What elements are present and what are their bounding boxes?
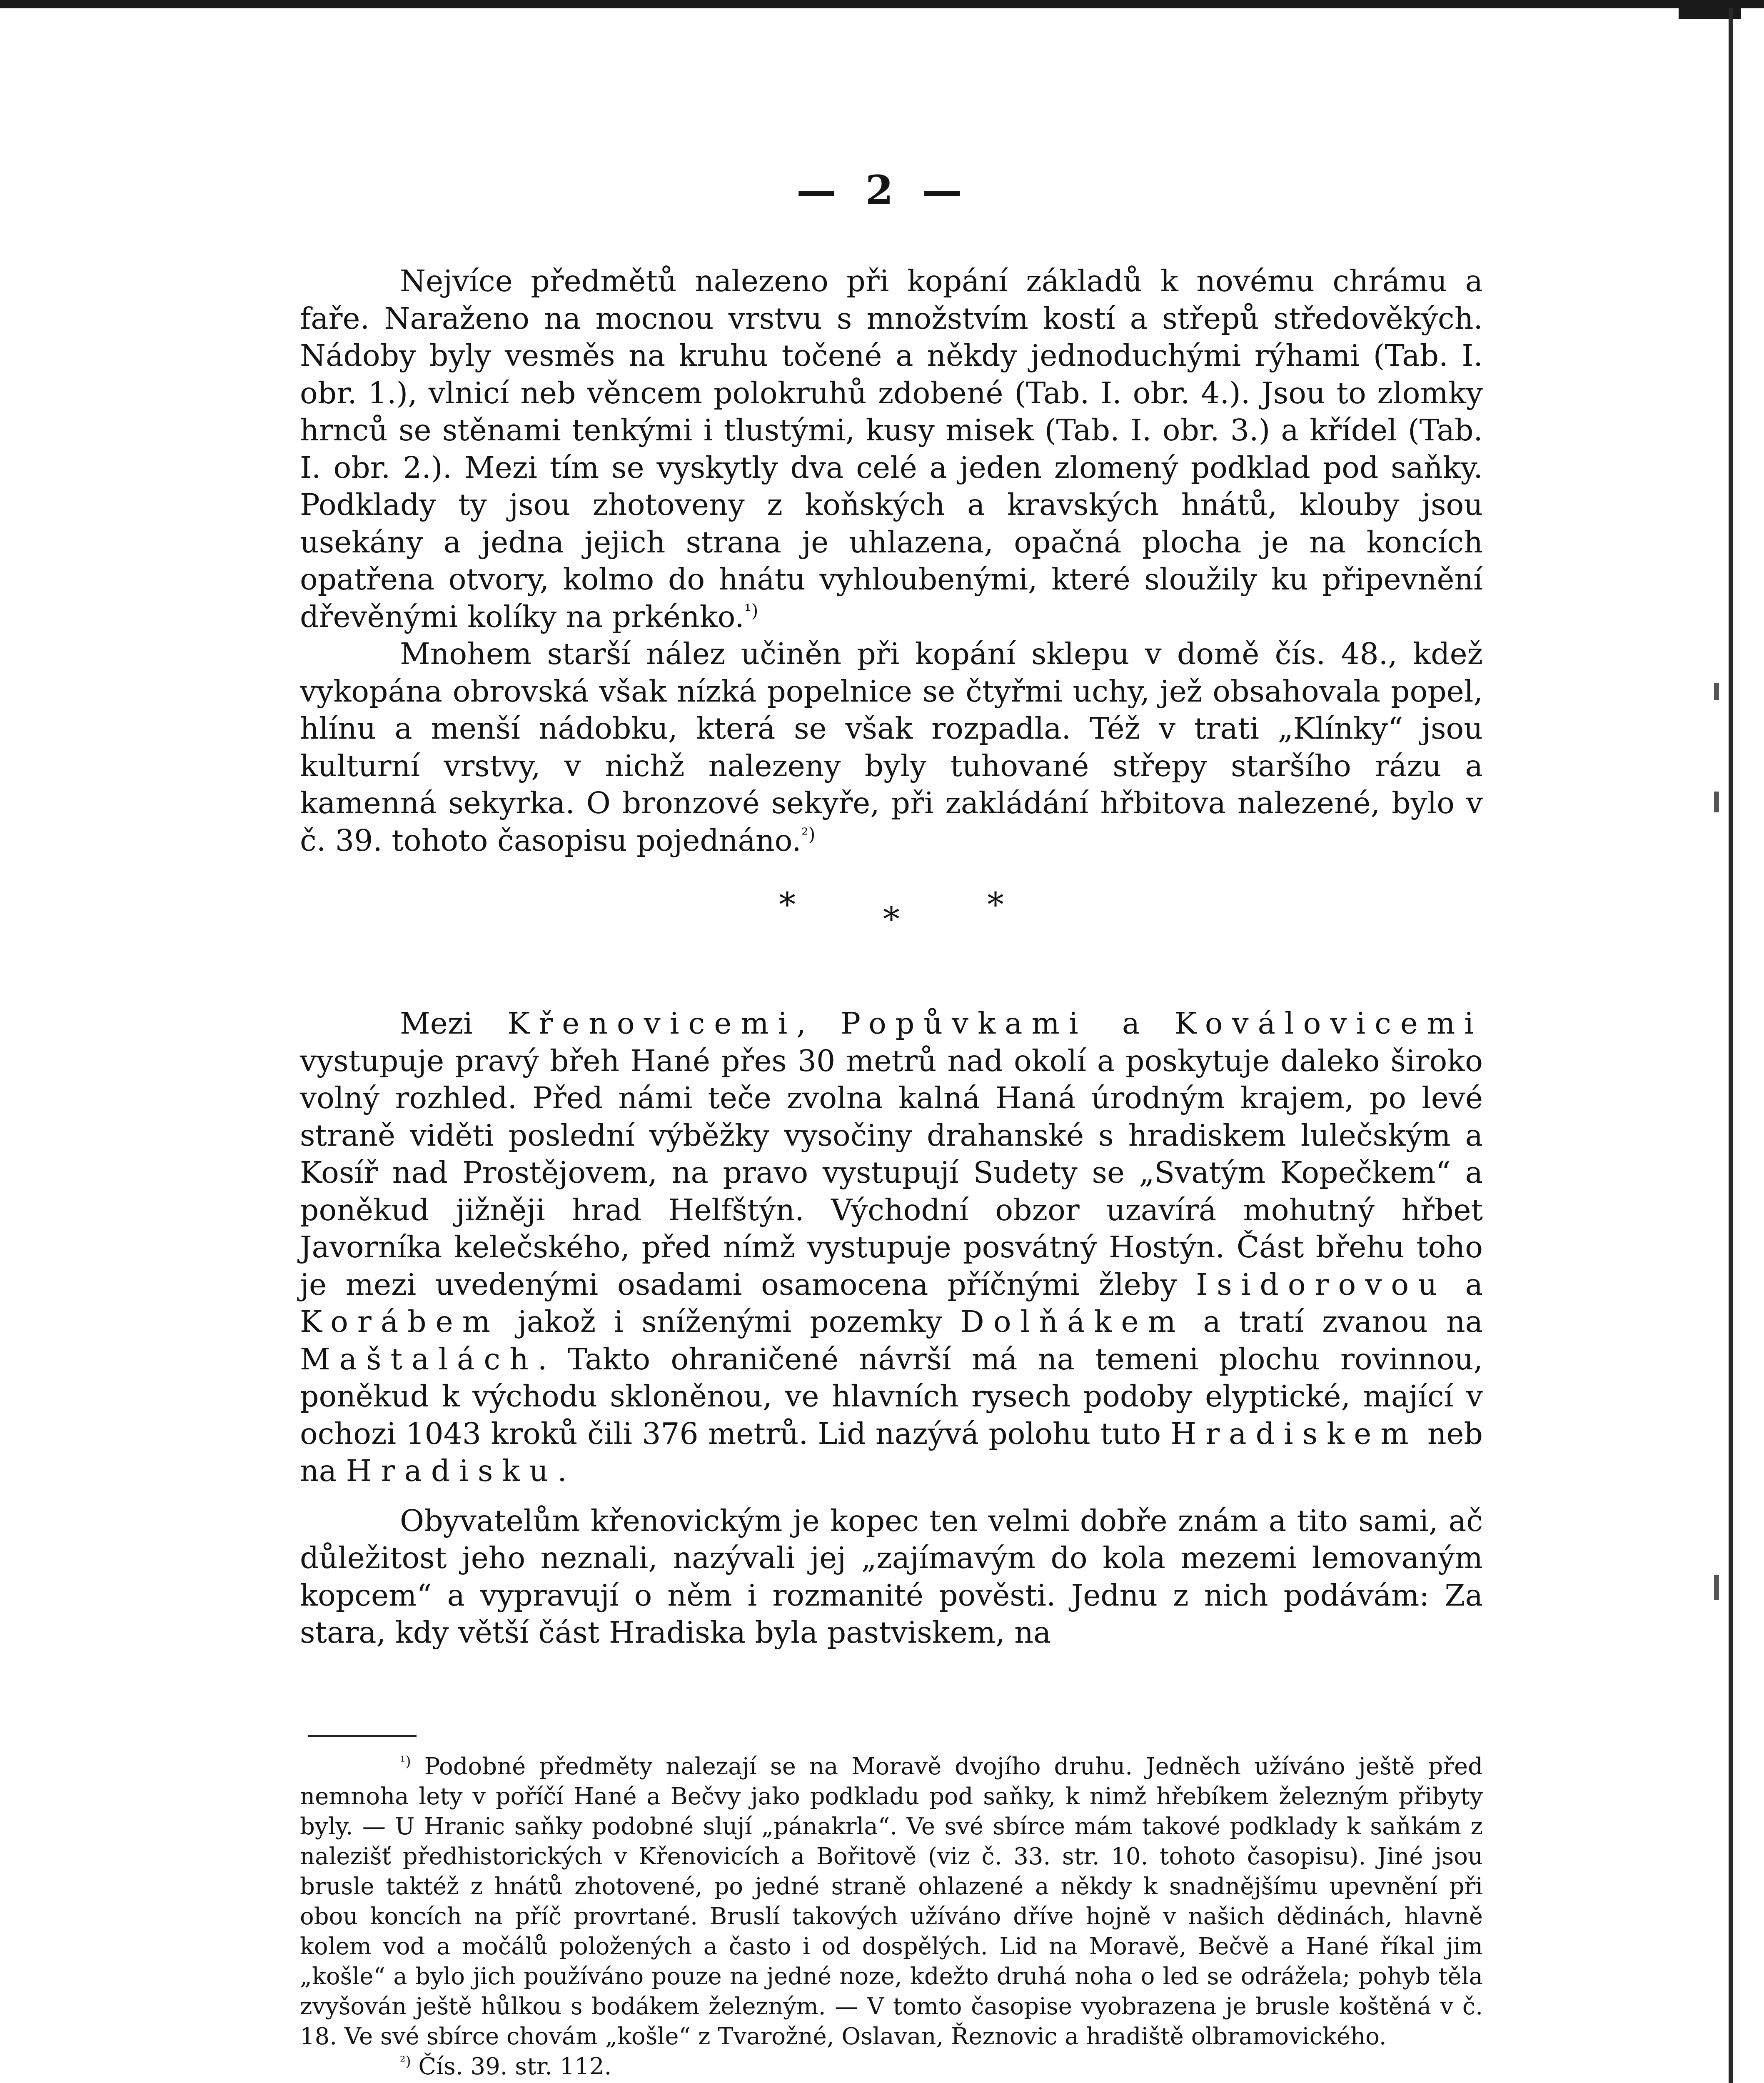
asterisk: * [883,900,900,939]
footnote-ref: ¹) [744,600,758,621]
section-separator [300,876,1483,947]
footnote-mark: ²) [400,2053,411,2070]
main-text [300,262,1483,1651]
scan-speck [1714,1575,1719,1600]
footnote-text: Podobné předměty nalezají se na Moravě dvojího druhu. Jedněch užíváno ještě před nemnoha lety v poříčí Hané a Bečvy jako podkladu pod saňky, k nimž hřebíkem železným přibyty byly. — U Hranic saňky podobné slují „pánakrla“. Ve své sbírce mám takové podklady k saňkám z nalezišť předhistorických v Křenovicích a Bořitově (viz č. 33. str. 10. tohoto časopisu). Jiné jsou brusle taktéž z hnátů zhotovené, po jedné straně ohlazené a někdy k snadnějšímu upevnění při obou koncích na příč provrtané. Bruslí takových užíváno dříve hojně v našich dědinách, hlavně kolem vod a močálů položených a často i od dospělých. Lid na Moravě, Bečvě a Hané říkal jim „košle“ a bylo jich používáno pouze na jedné noze, kdežto druhá noha o led se odrážela; pohyb těla zvyšován ještě hůlkou s bodákem železným. — V tomto časopise vyobrazena je brusle koštěná v č. 18. Ve své sbírce chovám „košle“ z Tvarožné, Oslavan, Řeznovic a hradiště olbramovického. [300,1753,1483,2050]
text-run: a [1087,1006,1175,1041]
footnote [300,2052,1483,2082]
place-name: Maštalách [300,1341,538,1376]
page-number: — 2 — [796,167,970,214]
paragraph-text: Nejvíce předmětů nalezeno při kopání základů k novému chrámu a faře. Naraženo na mocnou vrstvu s množstvím kostí a střepů středověkých. Nádoby byly vesměs na kruhu točené a někdy jednoduchými rýhami (Tab. I. obr. 1.), vlnicí neb věncem polokruhů zdobené (Tab. I. obr. 4.). Jsou to zlomky hrnců se stěnami tenkými i tlustými, kusy misek (Tab. I. obr. 3.) a křídel (Tab. I. obr. 2.). Mezi tím se vyskytly dva celé a jeden zlomený podklad pod saňky. Podklady ty jsou zhotoveny z koňských a kravských hnátů, klouby jsou usekány a jedna jejich strana je uhlazena, opačná plocha je na koncích opatřena otvory, kolmo do hnátu vyhloubenými, které sloužily ku připevnění dřevěnými kolíky na prkénko. [300,264,1483,634]
place-name: Isidorovou [1196,1267,1446,1302]
scan-speck [1714,792,1719,812]
scan-speck [1714,683,1719,700]
footnote-mark: ¹) [400,1753,411,1770]
footnote-divider [308,1735,417,1737]
text-run: . [557,1454,567,1488]
place-name: Popůvkami [841,1006,1088,1041]
place-name: Koválovicemi [1174,1006,1483,1041]
scan-top-edge [0,0,1764,8]
asterisk: * [779,885,796,924]
footnote-ref: ²) [801,824,816,845]
scan-right-edge [1729,8,1733,2083]
place-name: Hradiskem [1170,1416,1418,1451]
text-run: , [796,1006,841,1041]
text-run: Mezi [400,1006,508,1041]
place-name: Křenovicemi [507,1006,797,1041]
footnote-text: Čís. 39. str. 112. [418,2053,612,2080]
text-run: vystupuje pravý břeh Hané přes 30 metrů nad okolí a poskytuje daleko široko volný rozhled. Před námi teče zvolna kalná Haná úrodným krajem, po levé straně viděti poslední výběžky vysočiny drahanské s hradiskem lulečským a Kosíř nad Prostějovem, na pravo vystupují Sudety se „Svatým Kopečkem“ a poněkud jižněji hrad Helfštýn. Východní obzor uzavírá mohutný hřbet Javorníka kelečského, před nímž vystupuje posvátný Hostýn. Část břehu toho je mezi uvedenými osadami osamocena příčnými žleby [300,1043,1483,1302]
place-name: Hradisku [346,1454,558,1488]
text-run: neb na [300,1416,1483,1488]
paragraph [300,635,1483,859]
footnote [300,1752,1483,2052]
text-run: jakož i sníženými pozemky [499,1304,961,1339]
paragraph [300,262,1483,635]
paragraph-text: Mnohem starší nález učiněn při kopání sklepu v domě čís. 48., kdež vykopána obrovská však nízká popelnice se čtyřmi uchy, jež obsahovala popel, hlínu a menší nádobku, která se však rozpadla. Též v trati „Klínky“ jsou kulturní vrstvy, v nichž nalezeny byly tuhované střepy staršího rázu a kamenná sekyrka. O bronzové sekyře, při zakládání hřbitova nalezené, bylo v č. 39. tohoto časopisu pojednáno. [300,637,1483,858]
asterisk: * [987,885,1004,924]
footnotes [300,1752,1483,2082]
place-name: Korábem [300,1304,499,1339]
paragraph: Obyvatelům křenovickým je kopec ten velmi dobře znám a tito sami, ač důležitost jeho neznali, nazývali jej „zajímavým do kola mezemi lemovaným kopcem“ a vypravují o něm i rozmanité pověsti. Jednu z nich podávám: Za stara, kdy větší část Hradiska byla pastviskem, na [300,1503,1483,1650]
text-run: a [1446,1267,1483,1302]
paragraph [300,1005,1483,1490]
text-run: a tratí zvanou na [1185,1304,1483,1339]
text-run: . Takto ohraničené návrší má na temeni plochu rovinnou, poněkud k východu skloněnou, ve hlavních rysech podoby elyptické, mající v ochozi 1043 kroků čili 376 metrů. Lid nazývá polohu tuto [300,1341,1483,1451]
place-name: Dolňákem [960,1304,1185,1339]
